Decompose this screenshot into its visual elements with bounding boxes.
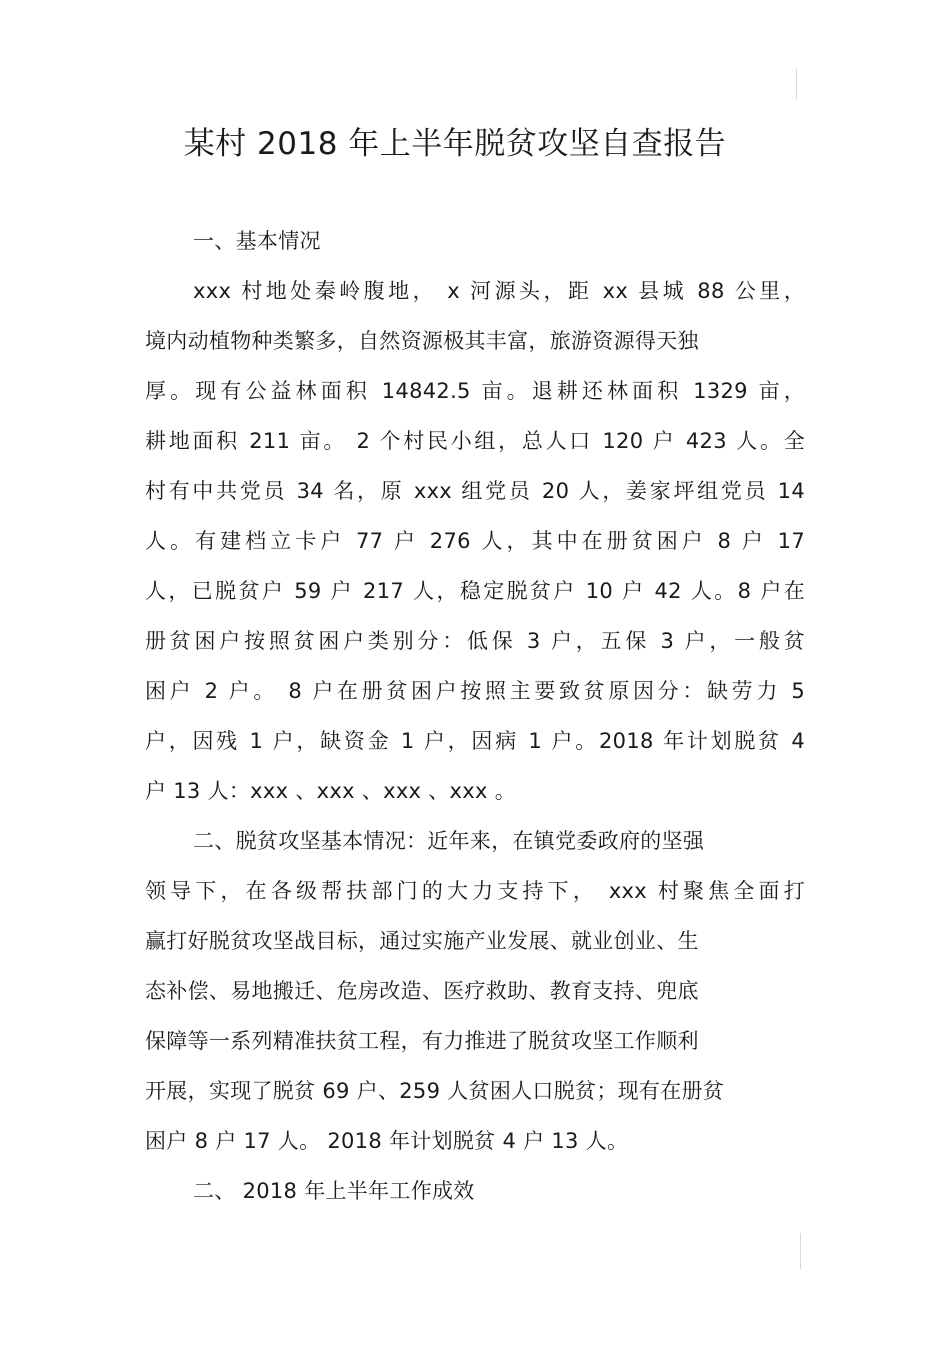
paragraph-line: 册贫困户按照贫困户类别分：低保 3 户，五保 3 户，一般贫 xyxy=(145,629,805,653)
section-heading-basic: 一、基本情况 xyxy=(193,229,321,253)
paragraph-line: 态补偿、易地搬迁、危房改造、医疗救助、教育支持、兜底 xyxy=(145,979,699,1003)
paragraph-line: 村有中共党员 34 名，原 xxx 组党员 20 人，姜家坪组党员 14 xyxy=(145,479,805,503)
section-heading-results: 二、 2018 年上半年工作成效 xyxy=(193,1179,475,1203)
paragraph-line: 困户 8 户 17 人。 2018 年计划脱贫 4 户 13 人。 xyxy=(145,1129,629,1153)
paragraph-line: xxx 村地处秦岭腹地， x 河源头，距 xx 县城 88 公里， xyxy=(193,279,805,303)
paragraph-line: 人。有建档立卡户 77 户 276 人，其中在册贫困户 8 户 17 xyxy=(145,529,805,553)
paragraph-line: 开展，实现了脱贫 69 户、259 人贫困人口脱贫；现有在册贫 xyxy=(145,1079,725,1103)
paragraph-line: 境内动植物种类繁多，自然资源极其丰富，旅游资源得天独 xyxy=(145,329,699,353)
paragraph-line: 领导下，在各级帮扶部门的大力支持下， xxx 村聚焦全面打 xyxy=(145,879,805,903)
paragraph-line: 保障等一系列精准扶贫工程，有力推进了脱贫攻坚工作顺利 xyxy=(145,1029,699,1053)
page-edge-mark-bottom xyxy=(800,1233,801,1269)
paragraph-line: 户 13 人：xxx 、xxx 、xxx 、xxx 。 xyxy=(145,779,517,803)
section-heading-overview: 二、脱贫攻坚基本情况：近年来，在镇党委政府的坚强 xyxy=(193,829,705,853)
paragraph-line: 厚。现有公益林面积 14842.5 亩。退耕还林面积 1329 亩， xyxy=(145,379,805,403)
paragraph-line: 户，因残 1 户，缺资金 1 户，因病 1 户。2018 年计划脱贫 4 xyxy=(145,729,805,753)
paragraph-line: 赢打好脱贫攻坚战目标，通过实施产业发展、就业创业、生 xyxy=(145,929,699,953)
document-title: 某村 2018 年上半年脱贫攻坚自查报告 xyxy=(183,126,727,162)
paragraph-line: 人，已脱贫户 59 户 217 人，稳定脱贫户 10 户 42 人。8 户在 xyxy=(145,579,805,603)
paragraph-line: 耕地面积 211 亩。 2 个村民小组，总人口 120 户 423 人。全 xyxy=(145,429,805,453)
paragraph-line: 困户 2 户。 8 户在册贫困户按照主要致贫原因分：缺劳力 5 xyxy=(145,679,805,703)
page-edge-mark-top xyxy=(796,68,797,100)
